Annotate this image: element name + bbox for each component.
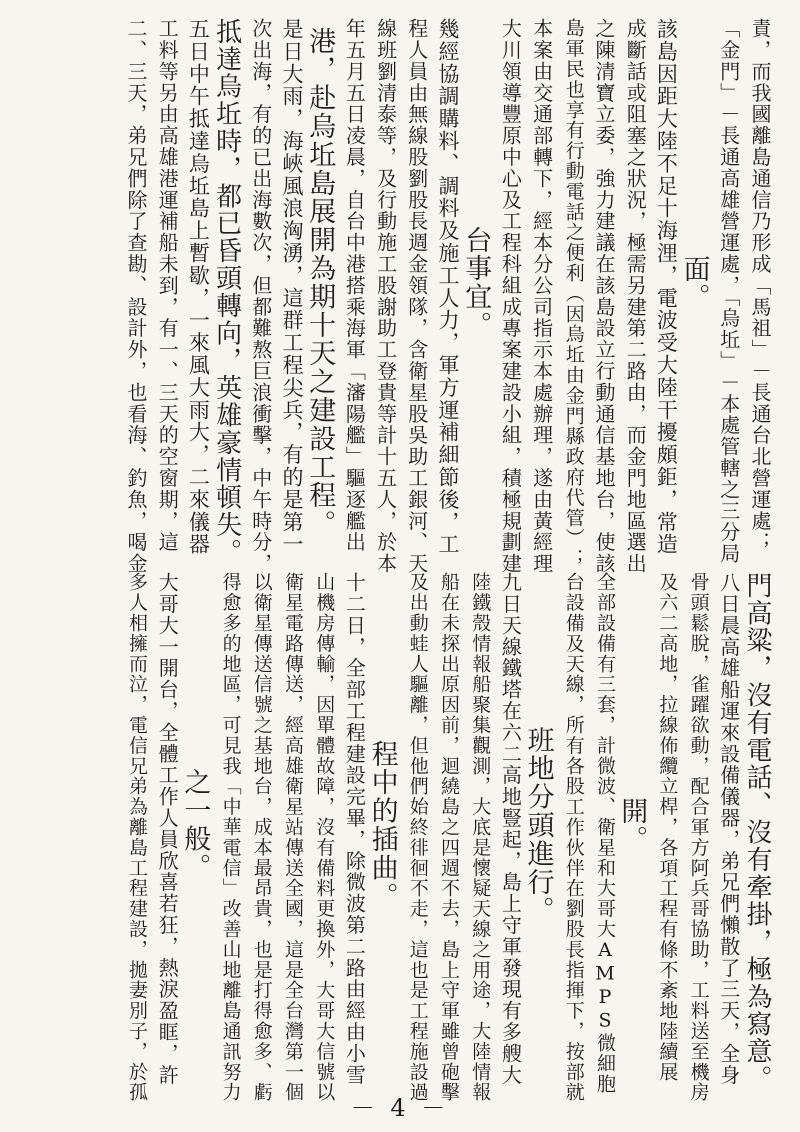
text-column: 衛星電路傳送，經高雄衛星站傳送全國，這是全台灣第一個 <box>282 572 304 1103</box>
text-column: 船在未探出原因前，迴繞島之四週不去，島上守軍雖曾砲擊 <box>438 572 460 1103</box>
text-column: 門高粱，沒有電話、沒有牽掛，極為寫意。 <box>742 572 772 1093</box>
text-column: 班地分頭進行。 <box>522 725 554 925</box>
text-column: 港，赴烏坵島展開為期十天之建設工程。 <box>304 27 336 539</box>
text-column: 及出動蛙人驅離，但他們始終徘徊不走，這也是工程施設過 <box>406 572 429 1103</box>
text-column: 多人相擁而泣，電信兄弟為離島工程建設，拋妻別子，於孤 <box>126 572 148 1103</box>
text-column: 成斷話或阻塞之狀況，極需另建第二路由，而金門地區選出 <box>623 18 648 575</box>
text-column: 十二日，全部工程建設完畢，除微波第二路由經由小雪 <box>342 572 367 1086</box>
text-column: 線班劉清泰等，及行動施工股謝助工登貴等計十五人，於本 <box>373 18 398 575</box>
text-column: 之陳清寶立委，強力建議在該島設立行動通信基地台，使該 <box>592 18 616 575</box>
text-column: 抵達烏坵時，都已昏頭轉向，英雄豪情頓失。 <box>211 18 242 566</box>
text-column: 骨頭鬆脫，雀躍欲動，配合軍方阿兵哥協助，工料送至機房 <box>687 572 710 1103</box>
text-column: 以衛星傳送信號之基地台，成本最昂貴，也是打得愈多、虧 <box>250 572 273 1103</box>
text-column: 次出海，有的已出海數次，但都難熬巨浪衝擊，中午時分， <box>248 18 273 575</box>
text-column: 島軍民也享有行動電話之便利（因烏坵由金門縣政府代管）； <box>562 18 585 569</box>
text-column: 台事宜。 <box>460 226 492 340</box>
text-column: 得愈多的地區，可見我「中華電信」改善山地離島通訊努力 <box>219 572 242 1103</box>
text-column: 八日晨高雄船運來設備儀器，弟兄們懶散了三天，全身 <box>716 572 741 1086</box>
text-column: 面。 <box>678 254 710 312</box>
page-number: － 4 － <box>350 1094 450 1122</box>
text-column: 年五月五日凌晨，自台中港搭乘海軍「瀋陽艦」驅逐艦出 <box>342 18 367 553</box>
text-column: 全部設備有三套，計微波、衛星和大哥大AMPS微細胞 <box>594 572 616 1094</box>
text-column: 「金門」－長通高雄營運處，「烏坵」－本處管轄之三分局 <box>716 18 741 565</box>
text-column: 台設備及天線，所有各股工作伙伴在劉股長指揮下，按部就 <box>562 572 585 1103</box>
text-column: 五日中午抵達烏坵島上暫歇，一來風大雨大，二來儀器 <box>186 18 211 556</box>
text-column: 責，而我國離島通信乃形成「馬祖」－長通台北營運處； <box>748 18 772 553</box>
text-column: 及六二高地，拉線佈纜立桿，各項工程有條不紊地陸續展 <box>656 572 679 1082</box>
text-column: 大哥大一開台，全體工作人員欣喜若狂，熱淚盈眶，許 <box>155 572 180 1086</box>
text-column: 本案由交通部轉下，經本分公司指示本處辦理，遂由黃經理 <box>529 18 554 575</box>
text-column: 大川領導豐原中心及工程科組成專案建設小組，積極規劃建 <box>498 18 523 575</box>
text-column: 幾經協調購料、調料及施工人力，軍方運補細節後，工 <box>436 18 460 556</box>
text-column: 工料等另由高雄港運補船未到，有一、三天的空窗期，這 <box>155 18 180 553</box>
text-column: 程人員由無線股劉股長週金領隊，含衛星股吳助工銀河、天 <box>404 18 429 575</box>
text-column: 陸鐵殼情報船聚集觀測，大底是懷疑天線之用途，大陸情報 <box>469 572 492 1103</box>
text-column: 該島因距大陸不足十海浬，電波受大陸干擾頗鉅，常造 <box>654 18 679 556</box>
text-column: 之一般。 <box>179 768 211 882</box>
text-column: 程中的插曲。 <box>366 739 398 911</box>
text-column: 二、三天，弟兄們除了查勘、設計外，也看海、釣魚，喝金 <box>124 18 148 575</box>
text-column: 山機房傳輸，因單體故障，沒有備料更換外，大哥大信號以 <box>313 572 336 1103</box>
text-column: 開。 <box>616 796 648 854</box>
text-column: 是日大雨，海峽風浪洶湧，這群工程尖兵，有的是第一 <box>280 18 304 556</box>
text-column: 九日天線鐵塔在六二高地豎起，島上守軍發現有多艘大 <box>498 572 523 1086</box>
